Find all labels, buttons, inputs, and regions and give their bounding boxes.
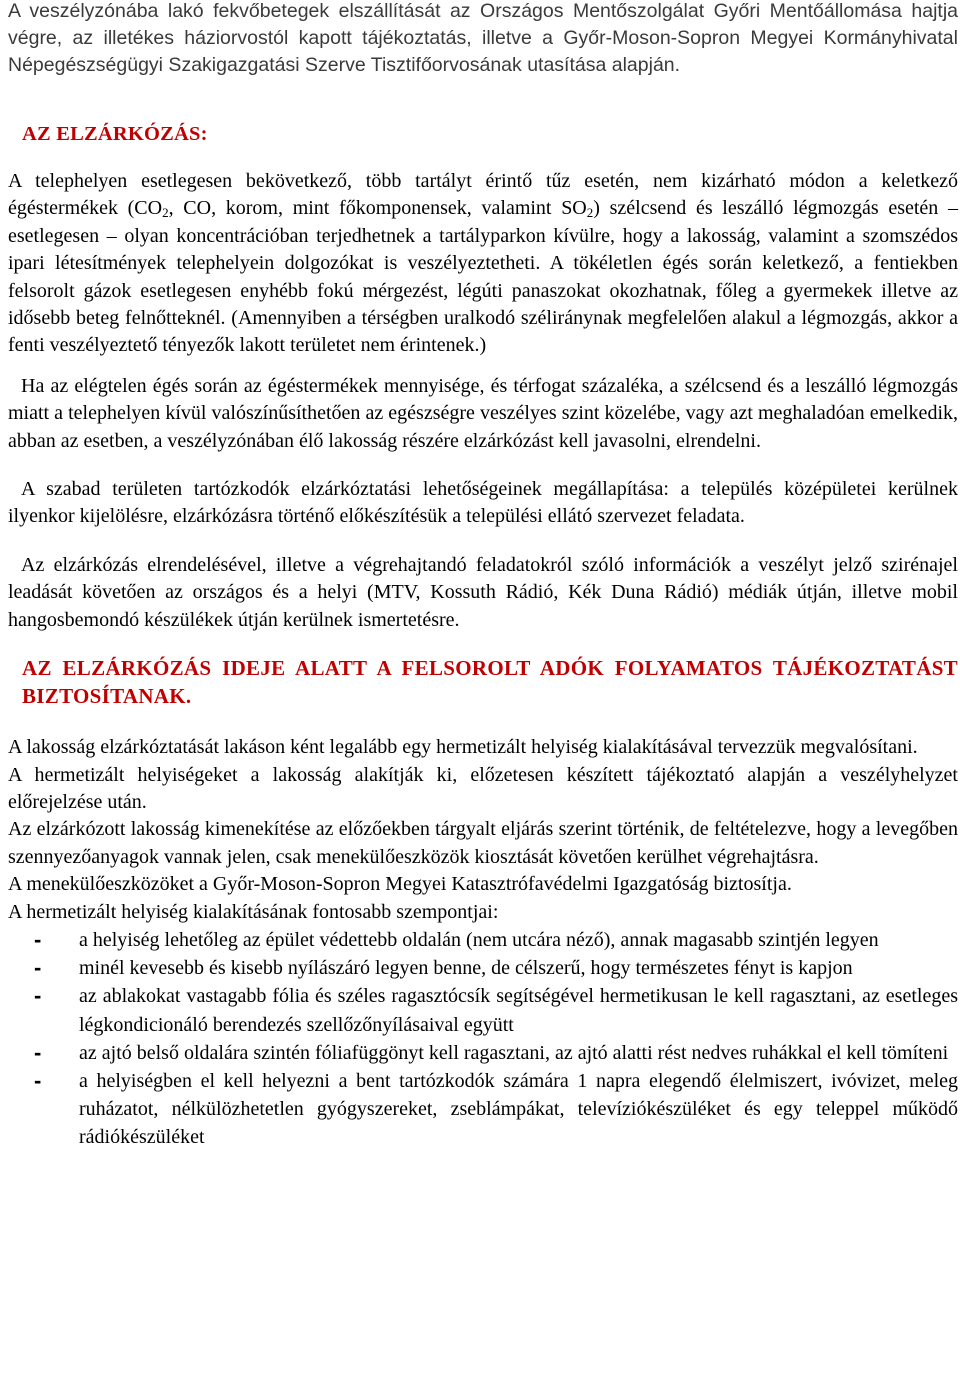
paragraph-room-setup: A hermetizált helyiségeket a lakosság alakítják ki, előzetesen készített tájékoztató alapján a veszélyhelyzet előrejelzése után. bbox=[8, 763, 958, 813]
text-run: A telephelyen esetlegesen bekövetkező, több tartályt érintő tűz esetén, nem kizárható módon a keletkező égéstermékek (CO bbox=[8, 170, 958, 220]
list-item bbox=[8, 982, 958, 1038]
paragraph-information: Az elzárkózás elrendelésével, illetve a végrehajtandó feladatokról szóló információk a veszélyt jelző szirénajel leadását követően az országos és a helyi (MTV, Kossuth Rádió, Kék Duna Rádió) médiák útján, illetve mobil hangosbemondó készülékek útján kerülnek ismertetésre. bbox=[8, 553, 958, 631]
paragraph-combustion-products bbox=[8, 168, 958, 360]
list-item-text: az ablakokat vastagabb fólia és széles ragasztócsík segítségével hermetikusan le kell ragasztani, az esetleges légkondicionáló berendezés szellőzőnyílásaival együtt bbox=[79, 985, 958, 1036]
list-item-text: a helyiségben el kell helyezni a bent tartózkodók számára 1 napra elegendő élelmiszert, ivóvizet, meleg ruházatot, nélkülözhetetlen gyógyszereket, zseblámpákat, televíziókészüléket és egy teleppel működő rádiókészüléket bbox=[79, 1069, 958, 1149]
list-item bbox=[8, 1039, 958, 1067]
paragraph-escape-equipment: A menekülőeszközöket a Győr-Moson-Sopron Megyei Katasztrófavédelmi Igazgatóság biztosítja. bbox=[8, 873, 792, 896]
dash-bullet: - bbox=[34, 1039, 42, 1065]
section-heading-elzarkozas: AZ ELZÁRKÓZÁS: bbox=[22, 123, 208, 145]
list-item-text: a helyiség lehetőleg az épület védettebb oldalán (nem utcára néző), annak magasabb szintjén legyen bbox=[79, 928, 879, 951]
dash-bullet: - bbox=[34, 983, 42, 1009]
dash-bullet: - bbox=[34, 926, 42, 952]
document-page bbox=[8, 0, 958, 1152]
paragraph-criteria-intro: A hermetizált helyiség kialakításának fontosabb szempontjai: bbox=[8, 900, 499, 923]
paragraph-hermetic-room: A lakosság elzárkóztatását lakáson ként legalább egy hermetizált helyiség kialakításával tervezzük megvalósítani. bbox=[8, 736, 918, 759]
list-item bbox=[8, 954, 958, 982]
text-run: , CO, korom, mint főkomponensek, valamint SO bbox=[168, 197, 587, 220]
subscript: 2 bbox=[586, 205, 594, 221]
list-item bbox=[8, 926, 958, 954]
paragraph-evacuation: Az elzárkózott lakosság kimenekítése az előzőekben tárgyalt eljárás szerint történik, de feltételezve, hogy a levegőben szennyezőanyagok vannak jelen, csak menekülőeszközök kiosztását követően kerülhet végrehajtásra. bbox=[8, 818, 958, 868]
list-item-text: az ajtó belső oldalára szintén fóliafüggönyt kell ragasztani, az ajtó alatti rést nedves ruhákkal el kell tömíteni bbox=[79, 1041, 949, 1064]
intro-paragraph: A veszélyzónába lakó fekvőbetegek elszállítását az Országos Mentőszolgálat Győri Mentőállomása hajtja végre, az illetékes háziorvostól kapott tájékoztatás, illetve a Győr-Moson-Sopron Megyei Kormányhivatal Népegészségügyi Szakigazgatási Szerve Tisztifőorvosának utasítása alapján. bbox=[8, 0, 958, 76]
paragraph-shelter-order: Ha az elégtelen égés során az égéstermékek mennyisége, és térfogat százaléka, a szélcsend és a leszálló légmozgás miatt a telephelyen kívül valószínűsíthetően az egészségre veszélyes szint közelébe, vagy azt meghaladóan emelkedik, abban az esetben, a veszélyzónában élő lakosság részére elzárkózást kell javasolni, elrendelni. bbox=[8, 374, 958, 452]
subscript: 2 bbox=[162, 205, 169, 221]
list-item-text: minél kevesebb és kisebb nyílászáró legyen benne, de célszerű, hogy természetes fényt is kapjon bbox=[79, 957, 853, 980]
text-run: ) szélcsend és leszálló légmozgás esetén – esetlegesen – olyan koncentrációban terjedhetnek a tartályparkon kívülre, hogy a lakosság, valamint a szomszédos ipari létesítmények telephelyein dolgozókat is veszélyeztetheti. A tökéletlen égés során keletkező, a fentiekben felsorolt gázok esetlegesen enyhébb fokú mérgezést, légúti panaszokat okozhatnak, főleg a gyermekek illetve az idősebb beteg felnőtteknél. (Amennyiben a térségben uralkodó széliránynak megfelelően alakul a légmozgás, akkor a fenti veszélyeztető tényezők lakott területet nem érintenek.) bbox=[8, 197, 958, 357]
section-heading-broadcast: AZ ELZÁRKÓZÁS IDEJE ALATT A FELSOROLT ADÓK FOLYAMATOS TÁJÉKOZTATÁST BIZTOSÍTANAK. bbox=[22, 656, 958, 709]
criteria-list bbox=[8, 926, 958, 1152]
dash-bullet: - bbox=[34, 955, 42, 981]
paragraph-public-buildings: A szabad területen tartózkodók elzárkóztatási lehetőségeinek megállapítása: a település középületei kerülnek ilyenkor kijelölésre, elzárkózásra történő előkészítésük a települési ellátó szervezet feladata. bbox=[8, 478, 958, 528]
dash-bullet: - bbox=[34, 1067, 42, 1093]
list-item bbox=[8, 1067, 958, 1152]
